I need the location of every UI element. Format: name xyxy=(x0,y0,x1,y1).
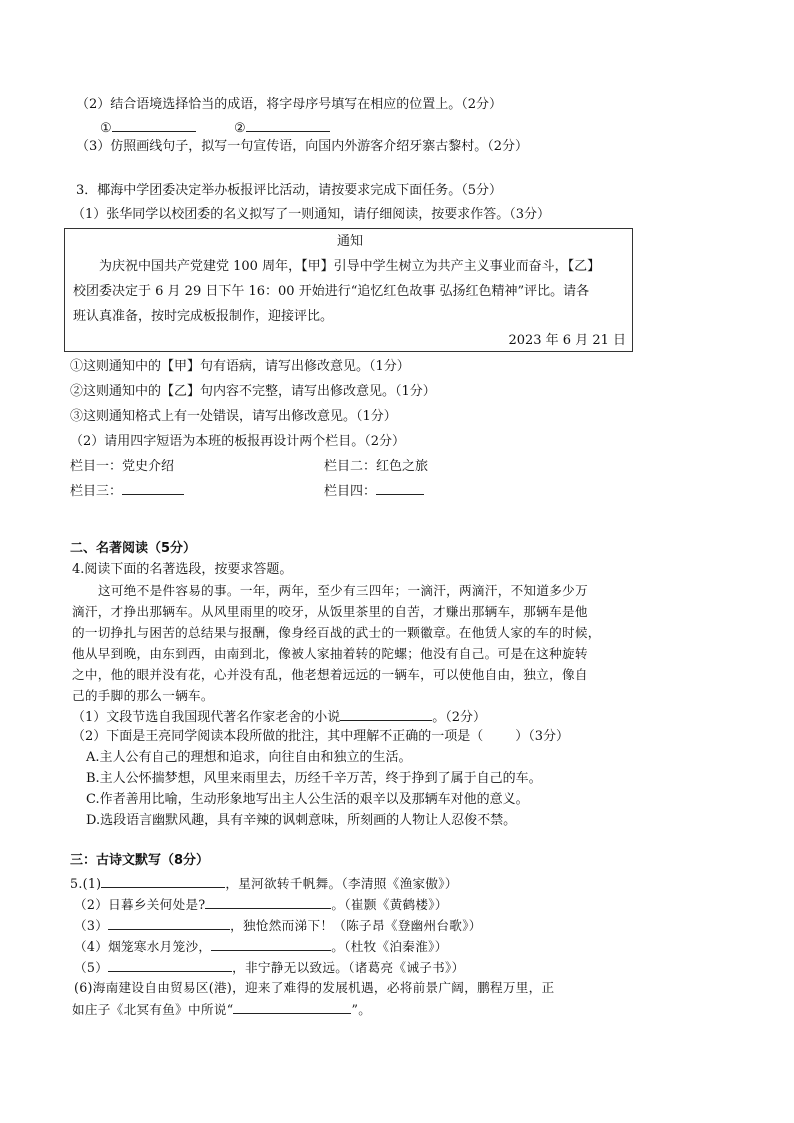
poem-line-3-text: ，独怆然而涕下！（陈子昂《登幽州台歌》） xyxy=(230,918,482,933)
poem-line-7 xyxy=(72,1000,371,1019)
notice-line2: 校团委决定于 6 月 29 日下午 16：00 开始进行“追忆红色故事 弘扬红色精神”评比。请各 xyxy=(73,284,590,299)
poem-line-5-num: （5） xyxy=(74,960,109,975)
passage-line-1: 这可绝不是件容易的事。一年，两年，至少有三四年；一滴汗，两滴汗，不知道多少万 xyxy=(98,583,588,598)
poem-line-4-source: 。（杜牧《泊秦淮》） xyxy=(331,939,448,954)
notice-date: 2023 年 6 月 21 日 xyxy=(508,333,626,348)
q3-item-3: ③这则通知格式上有一处错误，请写出修改意见。（1分） xyxy=(70,409,397,424)
poem-2-field[interactable] xyxy=(205,895,331,909)
q4-sub1 xyxy=(72,707,486,727)
section3-heading: 三：古诗文默写（8分） xyxy=(70,853,210,868)
poem-line-5-text: ，非宁静无以致远。（诸葛亮《诫子书》） xyxy=(232,960,465,975)
notice-line1: 为庆祝中国共产党建党 100 周年，【甲】引导中学生树立为共产主义事业而奋斗，【乙】 xyxy=(99,259,601,274)
q3-stem: 3．椰海中学团委决定举办板报评比活动，请按要求完成下面任务。（5分） xyxy=(76,183,503,198)
poem-line-4 xyxy=(74,937,448,956)
poem-line-7-end: ”。 xyxy=(351,1002,372,1017)
notice-title: 通知 xyxy=(337,234,364,249)
q4-sub1-text: （1）文段节选自我国现代著名作家老舍的小说 xyxy=(72,710,341,725)
blank1-field[interactable] xyxy=(112,118,196,132)
column-3-label: 栏目三： xyxy=(70,484,123,499)
column-3 xyxy=(70,481,184,501)
passage-line-4: 他从早到晚，由东到西，由南到北，像被人家抽着转的陀螺；他没有自己。可是在这种旋转 xyxy=(72,646,588,661)
notice-line3: 班认真准备，按时完成板报制作，迎接评比。 xyxy=(73,309,334,324)
blank1-label: ① xyxy=(100,121,112,136)
q2-blanks xyxy=(100,118,330,138)
poem-line-1 xyxy=(70,874,458,893)
poem-4-field[interactable] xyxy=(211,937,331,951)
blank2-label: ② xyxy=(233,121,246,136)
option-c: C.作者善用比喻，生动形象地写出主人公生活的艰辛以及那辆车对他的意义。 xyxy=(86,792,529,807)
q3-item-2: ②这则通知中的【乙】句内容不完整，请写出修改意见。（1分） xyxy=(70,384,436,399)
notice-box xyxy=(64,228,633,352)
poem-6-field[interactable] xyxy=(233,1000,351,1014)
column-4-label: 栏目四： xyxy=(324,484,377,499)
q3-item-1: ①这则通知中的【甲】句有语病，请写出修改意见。（1分） xyxy=(70,359,410,374)
poem-line-1-num: 5.(1) xyxy=(70,876,102,891)
column-4 xyxy=(324,481,424,501)
column-2: 栏目二：红色之旅 xyxy=(324,459,429,474)
poem-line-2 xyxy=(74,895,448,914)
blank2-field[interactable] xyxy=(246,118,330,132)
poem-5-field[interactable] xyxy=(108,958,232,972)
q4-sub2-score: ）（3分） xyxy=(515,729,570,744)
poem-line-2-text: （2）日暮乡关何处是? xyxy=(74,897,206,912)
q4-sub2-text: （2）下面是王亮同学阅读本段所做的批注，其中理解不正确的一项是（ xyxy=(72,729,484,744)
novel-title-field[interactable] xyxy=(340,707,432,721)
passage-line-3: 的一切挣扎与困苦的总结果与报酬，像身经百战的武士的一颗徽章。在他赁人家的车的时候， xyxy=(72,625,601,640)
section2-heading: 二、名著阅读（5分） xyxy=(70,541,197,556)
passage-line-6: 己的手脚的那么一辆车。 xyxy=(72,688,214,703)
column-3-field[interactable] xyxy=(122,481,184,495)
poem-line-4-text: （4）烟笼寒水月笼沙， xyxy=(74,939,212,954)
passage-line-2: 滴汗，才挣出那辆车。从风里雨里的咬牙，从饭里茶里的自苦，才赚出那辆车，那辆车是他 xyxy=(72,604,588,619)
q4-stem: 4.阅读下面的名著选段，按要求答题。 xyxy=(72,562,293,577)
poem-line-2-source: 。（崔颢《黄鹤楼》） xyxy=(331,897,448,912)
poem-line-3 xyxy=(74,916,482,935)
q4-sub2 xyxy=(72,728,569,746)
q4-sub1-score: 。（2分） xyxy=(432,710,487,725)
poem-1-field[interactable] xyxy=(101,874,225,888)
column-4-field[interactable] xyxy=(376,481,424,495)
poem-line-3-num: （3） xyxy=(74,918,109,933)
option-b: B.主人公怀揣梦想，风里来雨里去，历经千辛万苦，终于挣到了属于自己的车。 xyxy=(86,771,542,786)
option-d: D.选段语言幽默风趣，具有辛辣的讽刺意味，所刻画的人物让人忍俊不禁。 xyxy=(86,813,517,828)
q2-sub2: （2）结合语境选择恰当的成语，将字母序号填写在相应的位置上。（2分） xyxy=(76,97,503,112)
poem-line-7-text: 如庄子《北冥有鱼》中所说“ xyxy=(72,1002,234,1017)
poem-line-1-text: ，星河欲转千帆舞。（李清照《渔家傲》） xyxy=(225,876,458,891)
passage-line-5: 之中，他的眼并没有花，心并没有乱，他老想着远远的一辆车，可以使他自由，独立，像自 xyxy=(72,667,588,682)
column-1: 栏目一：党史介绍 xyxy=(70,459,175,474)
q3-sub2: （2）请用四字短语为本班的板报再设计两个栏目。（2分） xyxy=(70,434,406,449)
option-a: A.主人公有自己的理想和追求，向往自由和独立的生活。 xyxy=(86,750,412,765)
poem-line-5 xyxy=(74,958,465,977)
poem-line-6: (6)海南建设自由贸易区(港)，迎来了难得的发展机遇，必将前景广阔，鹏程万里，正 xyxy=(74,980,555,995)
q2-sub3: （3）仿照画线句子，拟写一句宣传语，向国内外游客介绍牙寨古黎村。（2分） xyxy=(76,139,529,154)
poem-3-field[interactable] xyxy=(108,916,230,930)
q3-sub1: （1）张华同学以校团委的名义拟写了一则通知，请仔细阅读，按要求作答。（3分） xyxy=(72,207,551,222)
